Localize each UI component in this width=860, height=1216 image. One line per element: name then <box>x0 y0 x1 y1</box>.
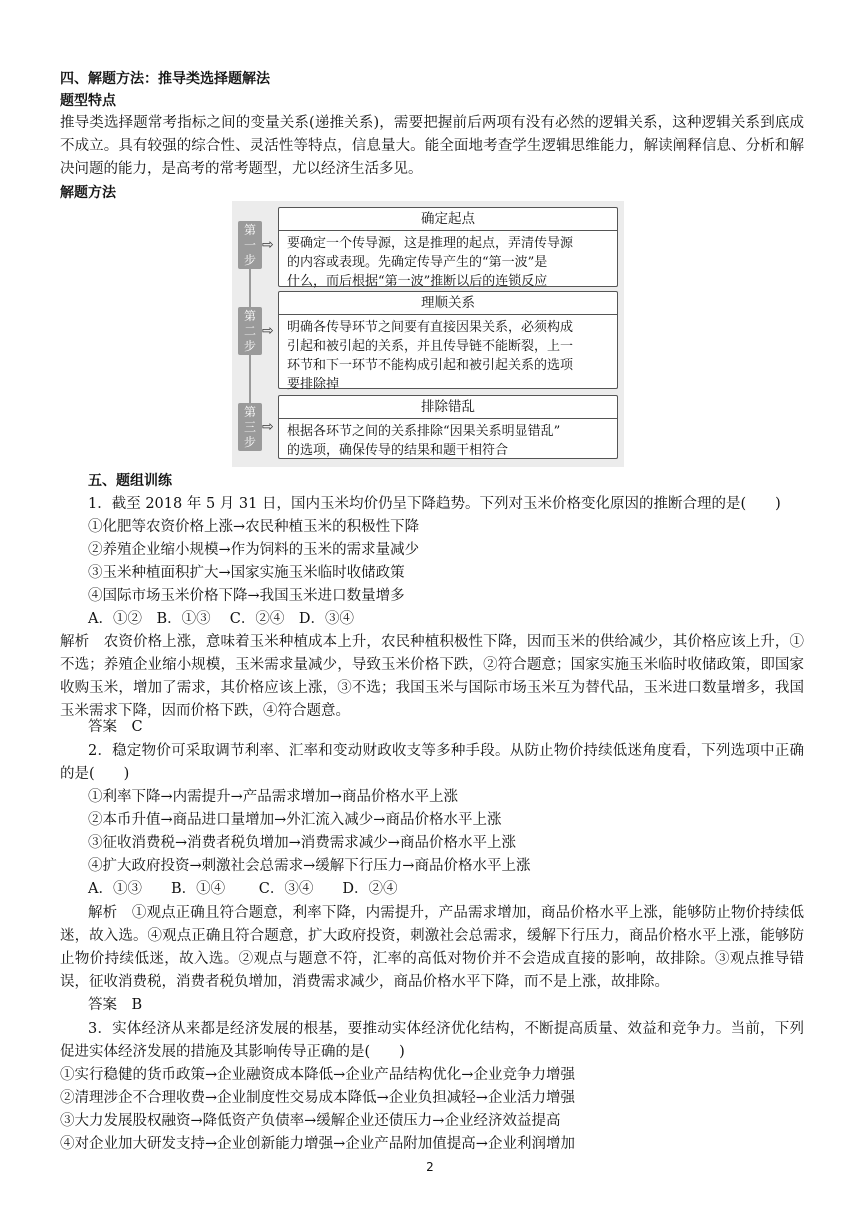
q2-choices: A．①③ B．①④ C．③④ D．②④ <box>88 881 398 897</box>
step-1-title: 确定起点 <box>279 208 617 231</box>
q3-option: ④对企业加大研发支持→企业创新能力增强→企业产品附加值提高→企业利润增加 <box>60 1136 575 1152</box>
q2-option: ④扩大政府投资→刺激社会总需求→缓解下行压力→商品价格水平上涨 <box>88 858 531 874</box>
features-heading: 题型特点 <box>60 93 116 109</box>
q1-stem: 1．截至 2018 年 5 月 31 日，国内玉米均价仍呈下降趋势。下列对玉米价格变化原因的推断合理的是( ) <box>88 496 781 512</box>
arrow-right-icon: ⇨ <box>262 237 274 253</box>
arrow-right-icon: ⇨ <box>262 323 274 339</box>
q2-option: ②本币升值→商品进口量增加→外汇流入减少→商品价格水平上涨 <box>88 812 502 828</box>
step-3-tag-char: 步 <box>243 435 256 449</box>
step-3-line: 根据各环节之间的关系排除“因果关系明显错乱” <box>287 424 561 439</box>
q1-option: ②养殖企业缩小规模→作为饲料的玉米的需求量减少 <box>88 542 420 558</box>
q2-analysis: 解析 ①观点正确且符合题意，利率下降，内需提升，产品需求增加，商品价格水平上涨，能够防止物价持续低迷，故入选。④观点正确且符合题意，扩大政府投资，刺激社会总需求，缓解下行压力，商品价格水平上涨，能够防止物价持续低迷，故入选。②观点与题意不符，汇率的高低对物价并不会造成直接的影响，故排除。③观点推导错误，征收消费税，消费者税负增加，消费需求减少，商品价格水平下降，而不是上涨，故排除。 <box>60 905 804 990</box>
step-1-line: 要确定一个传导源，这是推理的起点，弄清传导源 <box>287 236 574 251</box>
step-3-tag <box>238 403 262 451</box>
q2-stem: 2．稳定物价可采取调节利率、汇率和变动财政收支等多种手段。从防止物价持续低迷角度看，下列选项中正确的是( ) <box>60 743 804 782</box>
features-text: 推导类选择题常考指标之间的变量关系(递推关系)，需要把握前后两项有没有必然的逻辑关系，这种逻辑关系到底成不成立。具有较强的综合性、灵活性等特点，信息量大。能全面地考查学生逻辑思维能力，解读阐释信息、分析和解决问题的能力，是高考的常考题型，尤以经济生活多见。 <box>60 115 804 177</box>
step-2-line: 要排除掉 <box>287 377 340 392</box>
q3-stem: 3．实体经济从来都是经济发展的根基，要推动实体经济优化结构，不断提高质量、效益和竞争力。当前，下列促进实体经济发展的措施及其影响传导正确的是( ) <box>60 1021 804 1060</box>
arrow-right-icon: ⇨ <box>262 419 274 435</box>
step-1-body <box>279 231 617 291</box>
q2-answer: 答案 B <box>88 997 143 1013</box>
section-5-title: 五、题组训练 <box>88 473 172 489</box>
q3-option: ②清理涉企不合理收费→企业制度性交易成本降低→企业负担减轻→企业活力增强 <box>60 1090 575 1106</box>
step-2-line: 环节和下一环节不能构成引起和被引起关系的选项 <box>287 358 574 373</box>
step-2-body <box>279 315 617 394</box>
q2-option: ③征收消费税→消费者税负增加→消费需求减少→商品价格水平上涨 <box>88 835 516 851</box>
step-1-line: 的内容或表现。先确定传导产生的“第一波”是 <box>287 255 548 270</box>
step-1-box <box>278 207 618 287</box>
q3-option: ③大力发展股权融资→降低资产负债率→缓解企业还债压力→企业经济效益提高 <box>60 1113 561 1129</box>
page-number: 2 <box>426 1160 434 1174</box>
step-3-tag-char: 第 <box>243 405 256 419</box>
step-2-tag-char: 二 <box>243 324 256 338</box>
step-3-body <box>279 419 617 460</box>
step-3-box <box>278 395 618 459</box>
step-2-line: 引起和被引起的关系，并且传导链不能断裂，上一 <box>287 339 574 354</box>
method-flow-diagram <box>232 201 624 467</box>
step-1-tag-char: 步 <box>243 253 256 267</box>
step-2-title: 理顺关系 <box>279 292 617 315</box>
step-2-tag-char: 步 <box>243 339 256 353</box>
q3-option: ①实行稳健的货币政策→企业融资成本降低→企业产品结构优化→企业竞争力增强 <box>60 1067 575 1083</box>
q1-option: ①化肥等农资价格上涨→农民种植玉米的积极性下降 <box>88 519 420 535</box>
q1-option: ④国际市场玉米价格下降→我国玉米进口数量增多 <box>88 588 405 604</box>
q1-analysis: 解析 农资价格上涨，意味着玉米种植成本上升，农民种植积极性下降，因而玉米的供给减少，其价格应该上升，①不选；养殖企业缩小规模，玉米需求量减少，导致玉米价格下跌，②符合题意；国家实施玉米临时收储政策，即国家收购玉米，增加了需求，其价格应该上涨，③不选；我国玉米与国际市场玉米互为替代品，玉米进口数量增多，我国玉米需求下降，因而价格下跌，④符合题意。 <box>60 634 804 719</box>
q1-answer: 答案 C <box>88 719 143 735</box>
q2-option: ①利率下降→内需提升→产品需求增加→商品价格水平上涨 <box>88 789 458 805</box>
step-1-line: 什么，而后根据“第一波”推断以后的连锁反应 <box>287 274 548 289</box>
q1-choices: A．①② B．①③ C．②④ D．③④ <box>88 611 354 627</box>
section-4-title: 四、解题方法：推导类选择题解法 <box>60 71 270 87</box>
step-3-tag-char: 三 <box>243 420 256 434</box>
step-1-tag-char: 第 <box>243 223 256 237</box>
step-1-tag-char: 一 <box>243 238 256 252</box>
step-3-title: 排除错乱 <box>279 396 617 419</box>
step-2-line: 明确各传导环节之间要有直接因果关系，必须构成 <box>287 320 574 335</box>
method-heading: 解题方法 <box>60 185 116 201</box>
step-2-box <box>278 291 618 392</box>
q1-option: ③玉米种植面积扩大→国家实施玉米临时收储政策 <box>88 565 405 581</box>
step-2-tag-char: 第 <box>243 309 256 323</box>
step-3-line: 的选项，确保传导的结果和题干相符合 <box>287 443 509 458</box>
step-2-tag <box>238 307 262 355</box>
step-1-tag <box>238 221 262 269</box>
